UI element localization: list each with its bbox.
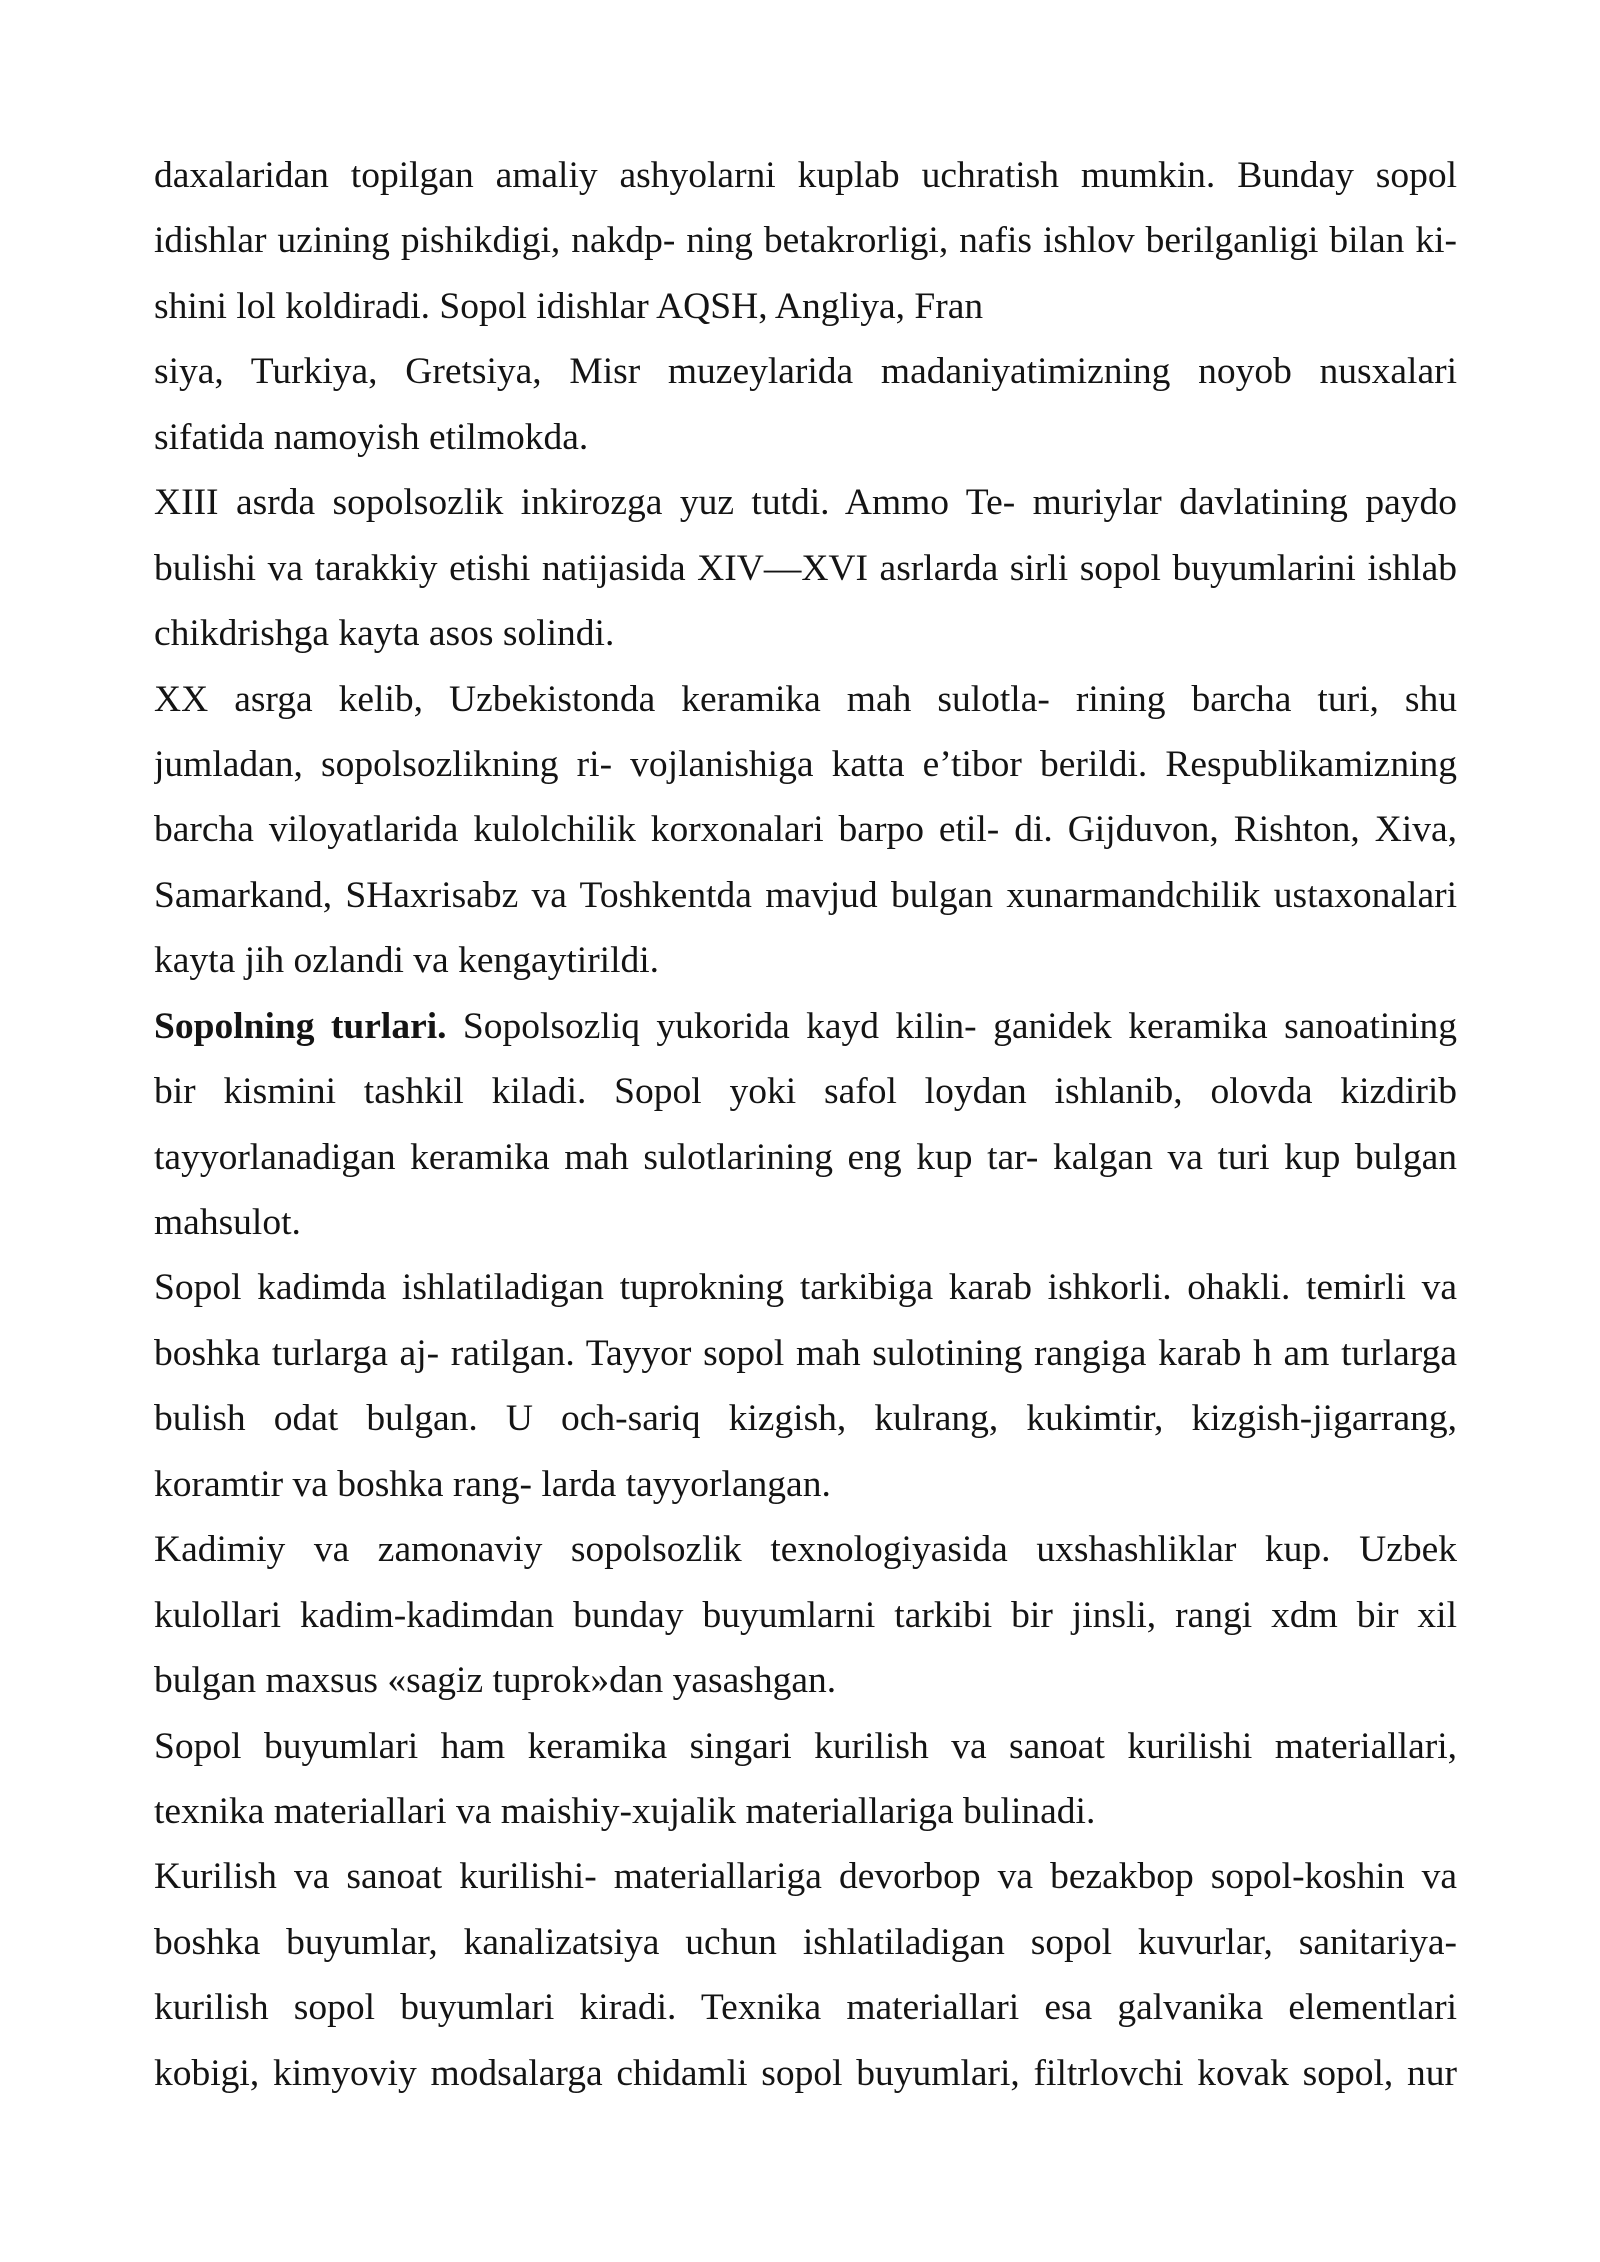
text-line: XX asrga kelib, Uzbekistonda keramika mah sulotla- rining barcha turi, shu [154, 678, 1457, 720]
text-line: XIII asrda sopolsozlik inkirozga yuz tutdi. Ammo Te- muriylar davlatining paydo [154, 482, 1457, 524]
text-line [154, 994, 1457, 1059]
text-line: tayyorlanadigan keramika mah sulotlarining eng kup tar- kalgan va turi kup bulgan [154, 1136, 1457, 1178]
paragraph [154, 1255, 1457, 1517]
text-line: Kurilish va sanoat kurilishi- materiallariga devorbop va bezakbop sopol-koshin va [154, 1856, 1457, 1898]
text-line: kayta jih ozlandi va kengaytirildi. [154, 940, 660, 982]
text-line: koramtir va boshka rang- larda tayyorlangan. [154, 1463, 831, 1505]
text-line: siya, Turkiya, Gretsiya, Misr muzeylarida madaniyatimizning noyob nusxalari [154, 351, 1457, 393]
text-line: bulish odat bulgan. U och-sariq kizgish, kulrang, kukimtir, kizgish-jigarrang, [154, 1398, 1457, 1440]
text-line: chikdrishga kayta asos solindi. [154, 613, 615, 655]
section-heading: Sopolning turlari. [154, 1005, 447, 1047]
text-line: idishlar uzining pishikdigi, nakdp- ning betakrorligi, nafis ishlov berilganligi bilan ki- [154, 220, 1457, 262]
text-line: kobigi, kimyoviy modsalarga chidamli sopol buyumlari, filtrlovchi kovak sopol, nur [154, 2052, 1457, 2094]
text-line: Sopol buyumlari ham keramika singari kurilish va sanoat kurilishi materiallari, [154, 1725, 1457, 1767]
text-line-body: Sopolsozliq yukorida kayd kilin- ganidek keramika sanoatining [462, 1005, 1457, 1047]
paragraph [154, 470, 1457, 666]
text-line: bulgan maxsus «sagiz tuprok»dan yasashgan. [154, 1660, 837, 1702]
text-line: bulishi va tarakkiy etishi natijasida XIV—XVI asrlarda sirli sopol buyumlarini ishlab [154, 547, 1457, 589]
text-line: bir kismini tashkil kiladi. Sopol yoki safol loydan ishlanib, olovda kizdirib [154, 1071, 1457, 1113]
text-line: boshka turlarga aj- ratilgan. Tayyor sopol mah sulotining rangiga karab h am turlarga [154, 1332, 1457, 1374]
text-line: Kadimiy va zamonaviy sopolsozlik texnologiyasida uxshashliklar kup. Uzbek [154, 1529, 1457, 1571]
text-line: Samarkand, SHaxrisabz va Toshkentda mavjud bulgan xunarmandchilik ustaxonalari [154, 874, 1457, 916]
text-line: Sopol kadimda ishlatiladigan tuprokning tarkibiga karab ishkorli. ohakli. temirli va [154, 1267, 1457, 1309]
text-line: barcha viloyatlarida kulolchilik korxonalari barpo etil- di. Gijduvon, Rishton, Xiva, [154, 809, 1457, 851]
text-line: shini lol koldiradi. Sopol idishlar AQSH, Angliya, Fran [154, 285, 984, 327]
text-line: jumladan, sopolsozlikning ri- vojlanishiga katta e’tibor berildi. Respublikamizning [154, 743, 1457, 785]
paragraph [154, 339, 1457, 470]
paragraph [154, 667, 1457, 994]
text-line: kulollari kadim-kadimdan bunday buyumlarni tarkibi bir jinsli, rangi xdm bir xil [154, 1594, 1457, 1636]
text-line: kurilish sopol buyumlari kiradi. Texnika materiallari esa galvanika elementlari [154, 1987, 1457, 2029]
paragraph [154, 994, 1457, 1256]
paragraph [154, 1844, 1457, 2106]
text-line: boshka buyumlar, kanalizatsiya uchun ishlatiladigan sopol kuvurlar, sanitariya- [154, 1921, 1457, 1963]
paragraph [154, 143, 1457, 339]
document-page [154, 143, 1457, 2106]
paragraph [154, 1517, 1457, 1713]
text-line: daxalaridan topilgan amaliy ashyolarni kuplab uchratish mumkin. Bunday sopol [154, 155, 1457, 196]
text-line: mahsulot. [154, 1202, 301, 1243]
text-line: sifatida namoyish etilmokda. [154, 416, 589, 458]
text-line: texnika materiallari va maishiy-xujalik materiallariga bulinadi. [154, 1790, 1096, 1832]
paragraph [154, 1714, 1457, 1845]
